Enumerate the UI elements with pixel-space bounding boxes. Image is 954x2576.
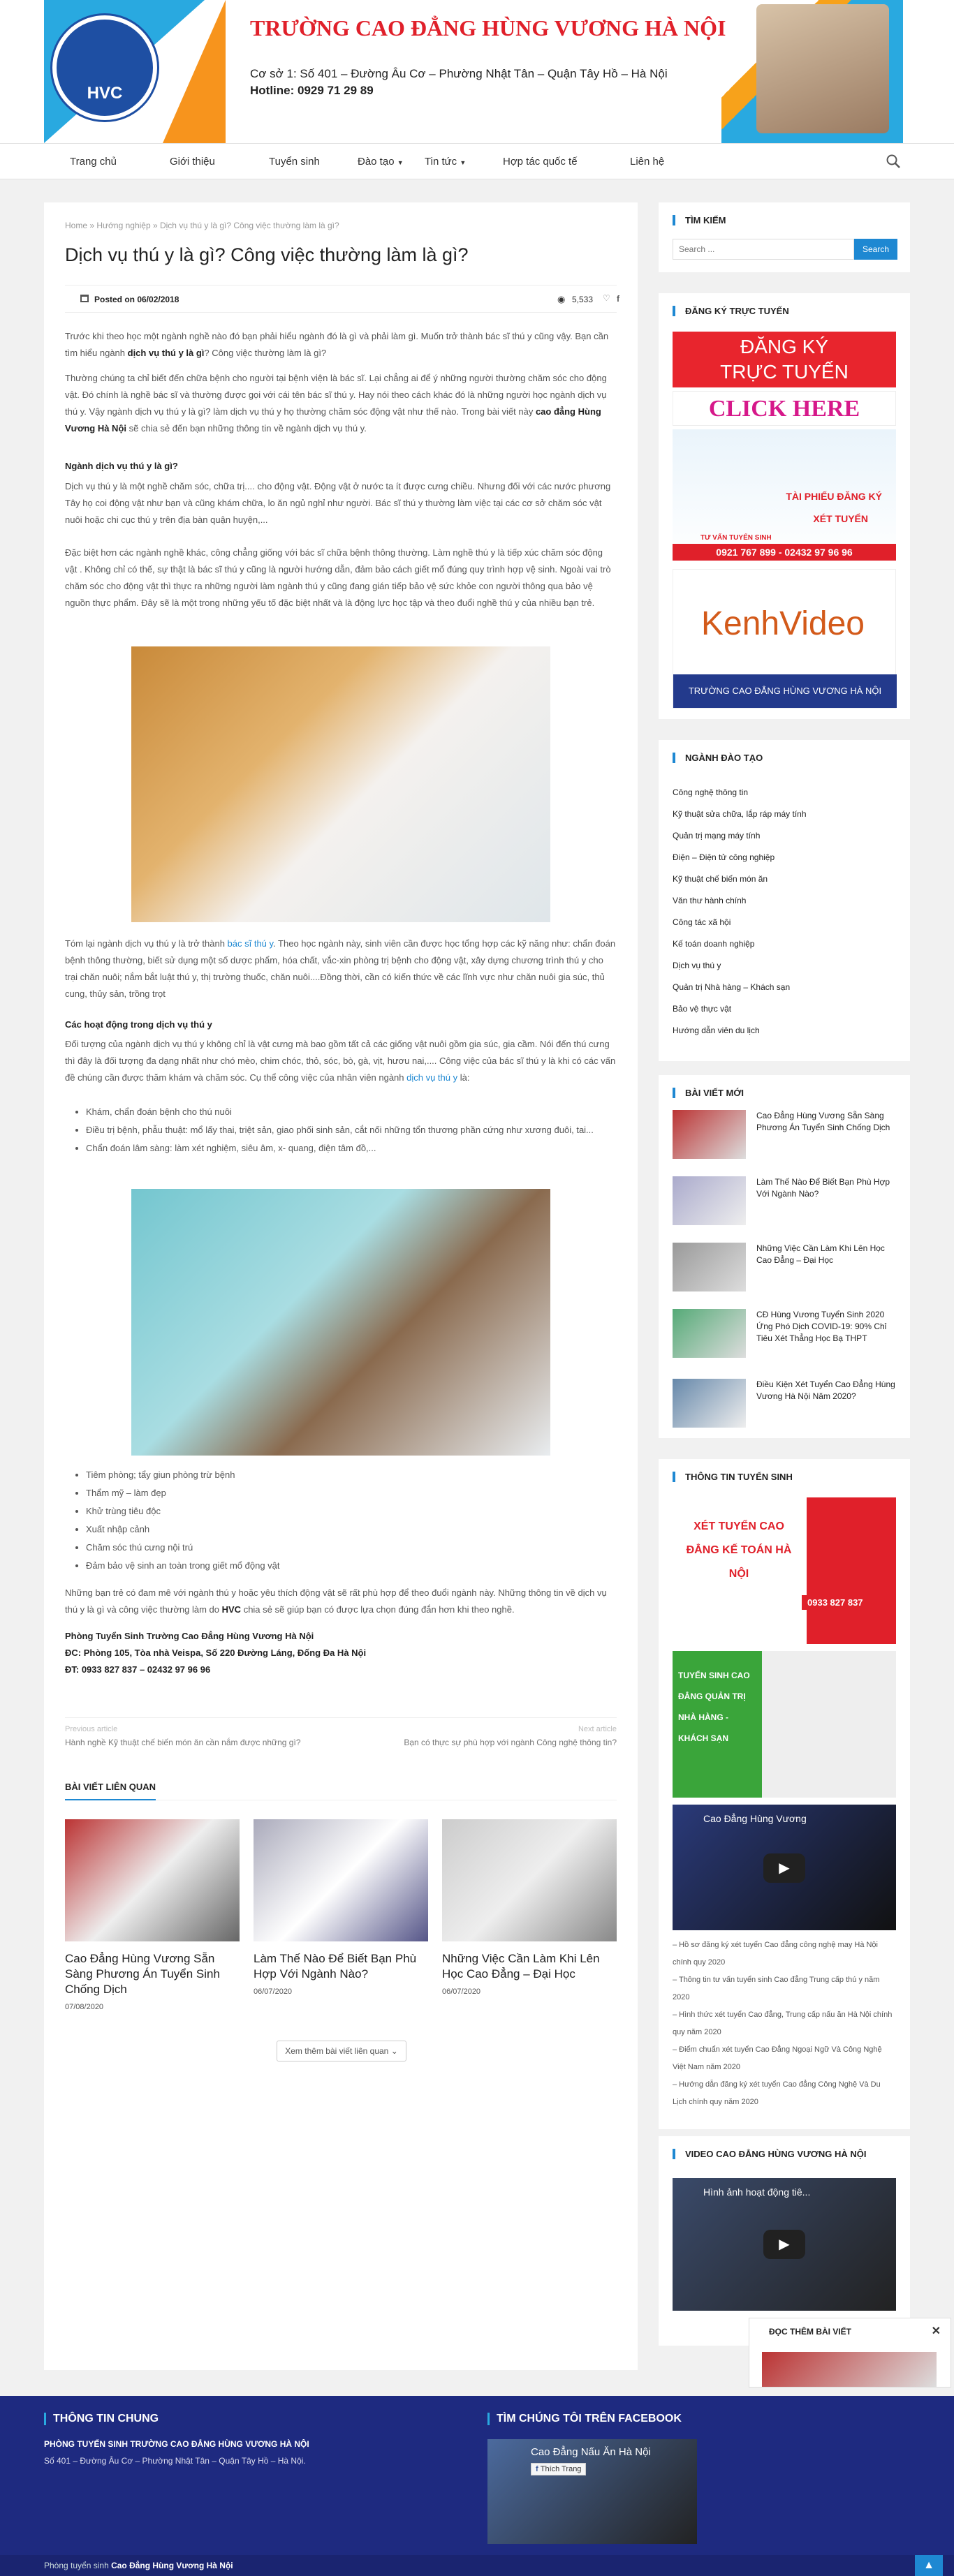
- more-related-button[interactable]: [277, 2041, 406, 2061]
- post-title[interactable]: Cao Đẳng Hùng Vương Sẵn Sàng Phương Án Tuyển Sinh Chống Dịch: [756, 1111, 890, 1132]
- list-item: • Khử trùng tiêu độc: [86, 1502, 617, 1520]
- facebook-share-icon[interactable]: f: [617, 294, 619, 304]
- list-item[interactable]: [673, 1243, 896, 1309]
- video-title: Hình ảnh hoạt động tiê...: [703, 2186, 811, 2198]
- accounting-ad-text: XÉT TUYỂN CAO ĐẲNG KẾ TOÁN HÀ NỘI: [686, 1520, 792, 1580]
- training-list: [673, 782, 896, 1042]
- calendar-icon: [80, 295, 89, 302]
- list-item: • Đảm bảo vệ sinh an toàn trong giết mổ động vật: [86, 1557, 617, 1575]
- link-vet[interactable]: bác sĩ thú y: [227, 938, 274, 949]
- training-link[interactable]: Điện – Điện tử công nghiệp: [673, 852, 775, 862]
- nav-contact[interactable]: Liên hệ: [630, 156, 665, 168]
- widget-title: ĐĂNG KÝ TRỰC TUYẾN: [673, 306, 789, 316]
- list-item[interactable]: [673, 1309, 896, 1379]
- list-item: • Chăm sóc thú cưng nội trú: [86, 1539, 617, 1557]
- post-title[interactable]: Những Việc Cần Làm Khi Lên Học Cao Đẳng – Đại Học: [756, 1243, 885, 1265]
- kenhvideo-logo: KenhVideo: [701, 605, 865, 642]
- admission-link[interactable]: – Hướng dẫn đăng ký xét tuyển Cao đẳng Công Nghệ Và Du Lịch chính quy năm 2020: [673, 2080, 881, 2106]
- nav-training-label: Đào tạo: [358, 156, 395, 168]
- widget-title: BÀI VIẾT MỚI: [673, 1088, 744, 1098]
- list-item: • Điều trị bệnh, phẫu thuật: mổ lấy thai, triệt sản, giao phối sinh sản, cắt nối những tổn thương phần cứng như xương đuôi, tai...: [86, 1121, 617, 1139]
- video-player[interactable]: [673, 1805, 896, 1930]
- back-to-top-icon[interactable]: ▲: [915, 2555, 943, 2576]
- training-link[interactable]: Kỹ thuật chế biến món ăn: [673, 874, 768, 884]
- post-title[interactable]: Điều Kiện Xét Tuyển Cao Đẳng Hùng Vương Hà Nội Năm 2020?: [756, 1379, 895, 1401]
- search-button[interactable]: Search: [854, 239, 897, 260]
- accounting-ad[interactable]: [673, 1497, 896, 1644]
- widget-title: VIDEO CAO ĐẲNG HÙNG VƯƠNG HÀ NỘI: [673, 2149, 867, 2159]
- training-link[interactable]: Công tác xã hội: [673, 917, 731, 927]
- like-label: Thích Trang: [540, 2465, 582, 2473]
- footer-org-name: PHÒNG TUYỂN SINH TRƯỜNG CAO ĐẲNG HÙNG VƯƠNG HÀ NỘI: [44, 2439, 309, 2449]
- list-item: • Xuất nhập cảnh: [86, 1520, 617, 1539]
- advice-phone: 0921 767 899 - 02432 97 96 96: [673, 544, 896, 561]
- video-player[interactable]: [673, 2178, 896, 2311]
- contact-title: Phòng Tuyển Sinh Trường Cao Đẳng Hùng Vương Hà Nội: [65, 1631, 314, 1641]
- restaurant-ad[interactable]: [673, 1651, 896, 1798]
- nav-home[interactable]: Trang chủ: [70, 156, 117, 168]
- footer-title-facebook: TÌM CHÚNG TÔI TRÊN FACEBOOK: [487, 2413, 682, 2425]
- paragraph-6: Đối tượng của ngành dịch vụ thú y không chỉ là vật cưng mà bao gồm tất cả các giống vật nuôi gồm gia súc, gia cầm. Nói đến thú cưng thì đây là đối tượng đa dạng nhất như chó mèo, chim chóc, thỏ, sóc, bò, gà, vịt, hươu nai,.... Công việc của bác sĩ thú y là khi có các vấn đề chúng cần được thăm khám và chăm sóc. Cụ thể công việc của nhân viên ngành dịch vụ thú y là:: [65, 1039, 616, 1083]
- related-title-text[interactable]: Những Việc Cần Làm Khi Lên Học Cao Đẳng – Đại Học: [442, 1952, 600, 1981]
- prev-label: Previous article: [65, 1725, 118, 1733]
- form-line1: TÀI PHIẾU ĐĂNG KÝ: [786, 491, 882, 502]
- view-count: 5,533: [572, 295, 594, 304]
- search-input[interactable]: [673, 239, 854, 260]
- related-image: [65, 1819, 240, 1941]
- related-title-text[interactable]: Cao Đẳng Hùng Vương Sẵn Sàng Phương Án Tuyển Sinh Chống Dịch: [65, 1952, 220, 1996]
- post-thumb: [673, 1110, 746, 1159]
- restaurant-ad-text: TUYỂN SINH CAO ĐẲNG QUẢN TRỊ NHÀ HÀNG - KHÁCH SẠN: [678, 1671, 750, 1743]
- hotline: Hotline: 0929 71 29 89: [250, 84, 374, 97]
- footer-bottom-bar: [0, 2555, 954, 2576]
- more-label: Xem thêm bài viết liên quan: [285, 2046, 389, 2056]
- paragraph-7: Những bạn trẻ có đam mê với ngành thú y hoặc yêu thích động vật sẽ rất phù hợp để theo đuổi ngành này. Những thông tin về dịch vụ thú y là gì và công việc thường làm do HVC chia sẻ sẽ giúp bạn có được lựa chọn đúng đắn hơn khi theo nghề.: [65, 1587, 607, 1615]
- read-more-popup: [749, 2318, 951, 2388]
- new-posts-widget: [659, 1075, 910, 1438]
- school-name: TRƯỜNG CAO ĐẲNG HÙNG VƯƠNG HÀ NỘI: [250, 15, 726, 40]
- breadcrumb[interactable]: Home » Hướng nghiệp » Dịch vụ thú y là gì? Công việc thường làm là gì?: [65, 221, 339, 230]
- paragraph-4: Đặc biệt hơn các ngành nghề khác, công chẳng giống với bác sĩ chữa bệnh thông thường. Làm nghề thú y là tiếp xúc chăm sóc động vật . Không chỉ có thế, sự thật là bác sĩ thú y cũng là người hướng dẫn, đảm bảo cách giết mổ đúng quy trình hợp vệ sinh. Ngoài vai trò chăm sóc cho động vật thì thực ra những người làm ngành thú y cũng đang gián tiếp bảo vệ sức khỏe con người thông qua bảo vệ nguồn thực phẩm. Đây sẽ là một trong những yếu tố đặc biệt nhất và là động lực học tập và theo đuổi nghề thú y của nhiều bạn trẻ.: [65, 547, 611, 608]
- post-thumb: [673, 1379, 746, 1428]
- post-thumb: [673, 1176, 746, 1225]
- post-title[interactable]: CĐ Hùng Vương Tuyển Sinh 2020 Ứng Phó Dịch COVID-19: 90% Chỉ Tiêu Xét Thẳng Học Bạ THPT: [756, 1310, 887, 1343]
- close-icon[interactable]: ✕: [931, 2325, 941, 2337]
- register-line2: TRỰC TUYẾN: [720, 361, 849, 383]
- click-here-banner[interactable]: CLICK HERE: [673, 391, 896, 426]
- list-item: • Khám, chẩn đoán bệnh cho thú nuôi: [86, 1103, 617, 1121]
- related-underline-accent: [65, 1799, 156, 1800]
- related-image: [254, 1819, 428, 1941]
- related-title: BÀI VIẾT LIÊN QUAN: [65, 1782, 156, 1792]
- contact-phone: ĐT: 0933 827 837 – 02432 97 96 96: [65, 1664, 211, 1675]
- related-date: 06/07/2020: [442, 1987, 481, 1996]
- training-link[interactable]: Bảo vệ thực vật: [673, 1004, 732, 1014]
- heading-2: Các hoạt động trong dịch vụ thú y: [65, 1019, 212, 1030]
- training-link[interactable]: Dịch vụ thú y: [673, 961, 721, 970]
- article-container: [44, 202, 638, 2370]
- register-line1: ĐĂNG KÝ: [740, 336, 829, 357]
- eye-icon: ◉: [557, 294, 566, 304]
- form-line2: XÉT TUYỂN: [813, 513, 868, 524]
- prev-article-link[interactable]: Hành nghề Kỹ thuật chế biến món ăn cần nắm được những gì?: [65, 1738, 301, 1747]
- admission-link[interactable]: – Thông tin tư vấn tuyển sinh Cao đẳng Trung cấp thú y năm 2020: [673, 1976, 880, 2001]
- nav-about[interactable]: Giới thiệu: [170, 156, 215, 168]
- post-thumb: [673, 1243, 746, 1291]
- widget-title: TÌM KIẾM: [673, 215, 726, 225]
- new-posts-list: [673, 1110, 896, 1445]
- related-card[interactable]: [442, 1819, 617, 1996]
- list-item: • Thẩm mỹ – làm đẹp: [86, 1484, 617, 1502]
- list-item: • Chẩn đoán lâm sàng: làm xét nghiệm, siêu âm, x- quang, điện tâm đồ,...: [86, 1139, 617, 1157]
- paragraph-2: Thường chúng ta chỉ biết đến chữa bệnh cho người tại bệnh viện là bác sĩ. Lại chẳng ai để ý những người thường chăm sóc cho động vật. Đó chính là nghề bác sĩ và thường được gọi với cái tên bác sĩ thú y. Hay nói theo cách khác đó là những người học ngành dịch vụ thú y. Vậy ngành dịch vụ thú y là gì? làm dịch vụ thú y họ thường chăm sóc động vật như thế nào. Trong bài viết này cao đẳng Hùng Vương Hà Nội sẽ chia sẻ đến bạn những thông tin về ngành dịch vụ thú y.: [65, 373, 607, 434]
- training-link[interactable]: Quản trị Nhà hàng – Khách sạn: [673, 982, 791, 992]
- post-navigation: [65, 1717, 617, 1759]
- search-icon[interactable]: [886, 154, 901, 169]
- post-thumb: [673, 1309, 746, 1358]
- paragraph-5: Tóm lại ngành dịch vụ thú y là trở thành bác sĩ thú y. Theo học ngành này, sinh viên cần được học tổng hợp các kỹ năng như: chẩn đoán bệnh thông thường, biết sử dụng một số dược phẩm, hóa chất, vắc-xin phòng trị bệnh cho động vật, xây dựng chương trình thú y cho trại chăn nuôi; nắm bắt luật thú y, thị trường thuốc, chăn nuôi....Đồng thời, cần có kiến thức về các lĩnh vực như chăn nuôi gia súc, thủ cung, thủy sản, trồng trọt: [65, 938, 616, 999]
- registration-form-banner[interactable]: [673, 429, 896, 562]
- kenhvideo-sub: TRƯỜNG CAO ĐẲNG HÙNG VƯƠNG HÀ NỘI: [673, 674, 897, 708]
- link-school[interactable]: cao đẳng Hùng Vương Hà Nội: [65, 406, 601, 434]
- main-nav: [0, 143, 954, 179]
- footer-address: Số 401 – Đường Âu Cơ – Phường Nhật Tân – Quận Tây Hồ – Hà Nội.: [44, 2456, 306, 2466]
- widget-title: THÔNG TIN TUYỂN SINH: [673, 1472, 793, 1482]
- play-icon[interactable]: ▶: [763, 1853, 805, 1883]
- training-link[interactable]: Văn thư hành chính: [673, 896, 747, 905]
- paragraph-3: Dịch vụ thú y là một nghề chăm sóc, chữa trị.... cho động vật. Động vật ở nước ta ít được cưng chiều. Nhưng đối với các nước phương Tây họ coi động vật như bạn và cũng khám chữa, lo ăn ngủ nghỉ như người. Bác sĩ thú y thường làm việc tại các cơ sở chăm sóc vật nuôi hoặc chi cục thú y trên địa bàn quận huyện,...: [65, 481, 611, 525]
- list-item[interactable]: [673, 1379, 896, 1445]
- training-link[interactable]: Hướng dẫn viên du lịch: [673, 1026, 760, 1035]
- contact-address: ĐC: Phòng 105, Tòa nhà Veispa, Số 220 Đường Láng, Đống Đa Hà Nội: [65, 1648, 367, 1658]
- footer-title-info: THÔNG TIN CHUNG: [44, 2413, 159, 2425]
- admission-info-widget: [659, 1459, 910, 2129]
- link-vet-service[interactable]: dịch vụ thú y: [406, 1072, 458, 1083]
- nav-training[interactable]: [358, 156, 404, 168]
- vet-dog-image: [131, 646, 550, 922]
- search-widget: [659, 202, 910, 272]
- related-card[interactable]: [254, 1819, 428, 1996]
- next-article-link[interactable]: Bạn có thực sự phù hợp với ngành Công nghệ thông tin?: [404, 1738, 617, 1747]
- header-photo: [756, 4, 889, 133]
- site-footer: [0, 2396, 954, 2576]
- register-widget: [659, 293, 910, 719]
- nav-admission[interactable]: Tuyển sinh: [269, 156, 320, 168]
- related-title-text[interactable]: Làm Thế Nào Để Biết Bạn Phù Hợp Với Ngành Nào?: [254, 1952, 417, 1981]
- copyright: Phòng tuyển sinh Cao Đẳng Hùng Vương Hà Nội: [44, 2561, 233, 2570]
- training-link[interactable]: Quản trị mạng máy tính: [673, 831, 761, 841]
- next-label: Next article: [578, 1725, 617, 1733]
- facebook-page-name[interactable]: Cao Đẳng Nấu Ăn Hà Nội: [531, 2446, 651, 2458]
- training-widget: [659, 740, 910, 1061]
- play-icon[interactable]: ▶: [763, 2230, 805, 2259]
- caret-down-icon: ▼: [397, 159, 404, 166]
- related-card[interactable]: [65, 1819, 240, 2011]
- school-logo[interactable]: [52, 15, 157, 120]
- list-item[interactable]: [673, 1176, 896, 1243]
- site-header: [0, 0, 954, 143]
- admission-link[interactable]: – Hồ sơ đăng ký xét tuyển Cao đẳng công nghệ may Hà Nội chính quy 2020: [673, 1941, 878, 1967]
- activity-list: [86, 1103, 617, 1157]
- video-widget: [659, 2136, 910, 2346]
- admission-link[interactable]: – Hình thức xét tuyển Cao đẳng, Trung cấp nấu ăn Hà Nội chính quy năm 2020: [673, 2011, 893, 2036]
- popup-title: ĐỌC THÊM BÀI VIẾT: [769, 2327, 852, 2337]
- kenhvideo-banner[interactable]: [673, 569, 896, 709]
- advice-label: TƯ VẤN TUYỂN SINH: [700, 534, 772, 542]
- post-title[interactable]: Làm Thế Nào Để Biết Bạn Phù Hợp Với Ngành Nào?: [756, 1177, 890, 1199]
- nav-news[interactable]: [425, 156, 466, 168]
- register-banner[interactable]: [673, 332, 896, 387]
- related-date: 06/07/2020: [254, 1987, 293, 1996]
- heading-1: Ngành dịch vụ thú y là gì?: [65, 461, 178, 471]
- training-link[interactable]: Kế toán doanh nghiệp: [673, 939, 755, 949]
- related-image: [442, 1819, 617, 1941]
- post-meta: [65, 285, 617, 313]
- facebook-icon: f: [536, 2465, 541, 2473]
- list-item: • Tiêm phòng; tẩy giun phòng trừ bệnh: [86, 1466, 617, 1484]
- nav-international[interactable]: Hợp tác quốc tế: [503, 156, 578, 168]
- facebook-like-button[interactable]: [531, 2463, 586, 2475]
- service-list: [86, 1466, 617, 1575]
- accounting-ad-phone: 0933 827 837: [802, 1595, 869, 1610]
- page-title: Dịch vụ thú y là gì? Công việc thường làm là gì?: [65, 244, 469, 265]
- admission-link[interactable]: – Điểm chuẩn xét tuyển Cao Đẳng Ngoại Ngữ Và Công Nghệ Việt Nam năm 2020: [673, 2045, 882, 2071]
- nav-news-label: Tin tức: [425, 156, 457, 168]
- post-date: Posted on 06/02/2018: [94, 295, 179, 304]
- vet-cat-image: [131, 1189, 550, 1456]
- training-link[interactable]: Kỹ thuật sửa chữa, lắp ráp máy tính: [673, 809, 807, 819]
- header-banner: [44, 0, 903, 143]
- paragraph-intro: Trước khi theo học một ngành nghề nào đó bạn phải hiểu ngành đó là gì và phải làm gì. Muốn trở thành bác sĩ thú y cũng vậy. Bạn cần tìm hiểu ngành dịch vụ thú y là gì? Công việc thường làm là gì?: [65, 331, 609, 358]
- admission-links: [673, 1937, 896, 2111]
- related-date: 07/08/2020: [65, 2003, 104, 2011]
- training-link[interactable]: Công nghệ thông tin: [673, 787, 749, 797]
- facebook-page-box[interactable]: [487, 2439, 697, 2544]
- chevron-down-icon: ⌄: [390, 2046, 398, 2056]
- popup-thumb[interactable]: [762, 2352, 937, 2387]
- widget-title: NGÀNH ĐÀO TẠO: [673, 753, 763, 763]
- caret-down-icon: ▼: [460, 159, 467, 166]
- list-item[interactable]: [673, 1110, 896, 1176]
- logo-text: HVC: [87, 84, 123, 103]
- heart-icon[interactable]: ♡: [603, 293, 610, 303]
- school-address: Cơ sở 1: Số 401 – Đường Âu Cơ – Phường Nhật Tân – Quận Tây Hồ – Hà Nội: [250, 67, 668, 80]
- video-title: Cao Đẳng Hùng Vương: [703, 1813, 807, 1824]
